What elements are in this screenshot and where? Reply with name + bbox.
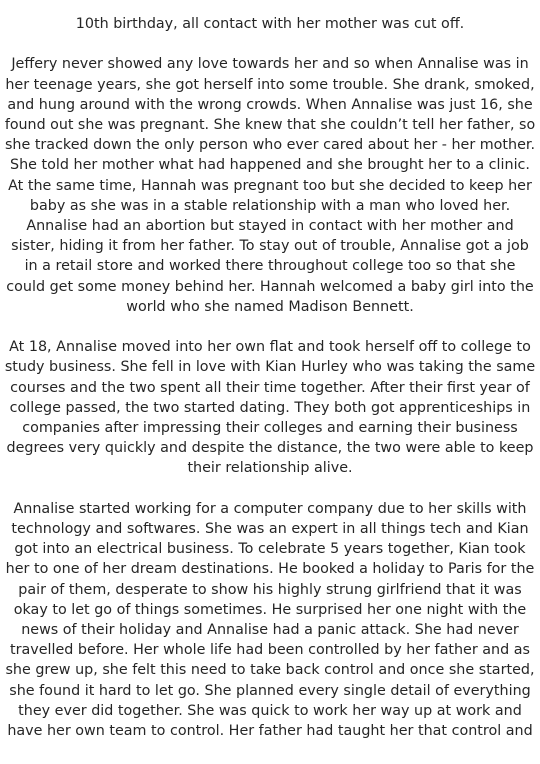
text-line: Annalise had an abortion but stayed in contact with her mother and <box>26 218 514 234</box>
text-line: 10th birthday, all contact with her mother was cut off. <box>75 16 465 32</box>
text-line: At the same time, Hannah was pregnant too but she decided to keep her <box>8 177 532 194</box>
text-line: Annalise started working for a computer company due to her skills with <box>13 500 527 517</box>
text-line: could get some money behind her. Hannah welcomed a baby girl into the <box>6 278 534 295</box>
text-line: sister, hiding it from her father. To stay out of trouble, Annalise got a job <box>11 238 529 255</box>
text-line: their relationship alive. <box>187 460 353 477</box>
text-line: world who she named Madison Bennett. <box>126 298 414 315</box>
text-line: pair of them, desperate to show his highly strung girlfriend that it was <box>18 581 522 598</box>
text-line: okay to let go of things sometimes. He surprised her one night with the <box>13 601 527 618</box>
text-line: news of their holiday and Annalise had a panic attack. She had never <box>21 622 519 638</box>
text-line: she grew up, she felt this need to take back control and once she started, <box>5 662 535 679</box>
text-line: in a retail store and worked there throughout college too so that she <box>24 258 516 275</box>
text-line: degrees very quickly and despite the distance, the two were able to keep <box>6 440 534 457</box>
text-line: have her own team to control. Her father had taught her that control and <box>7 723 533 739</box>
text-line: they ever did together. She was quick to work her way up at work and <box>18 702 522 719</box>
text-line: study business. She fell in love with Kian Hurley who was taking the same <box>4 359 536 376</box>
text-line: travelled before. Her whole life had been controlled by her father and as <box>10 642 530 659</box>
text-line: found out she was pregnant. She knew that she couldn’t tell her father, so <box>4 117 536 133</box>
text-line: At 18, Annalise moved into her own flat and took herself off to college to <box>9 339 531 356</box>
text-line: technology and softwares. She was an expert in all things tech and Kian <box>11 521 529 537</box>
text-line: college passed, the two started dating. They both got apprenticeships in <box>9 399 531 416</box>
text-line: she tracked down the only person who ever cared about her - her mother. <box>4 137 536 154</box>
text-line: baby as she was in a stable relationship with a man who loved her. <box>29 197 511 214</box>
text-line: companies after impressing their colleges and earning their business <box>22 420 518 436</box>
text-line: Jeffery never showed any love towards her and so when Annalise was in <box>11 56 529 73</box>
text-line: her teenage years, she got herself into some trouble. She drank, smoked, <box>5 76 535 93</box>
text-line: got into an electrical business. To celebrate 5 years together, Kian took <box>14 541 526 558</box>
text-line: courses and the two spent all their time together. After their first year of <box>10 379 530 396</box>
text-line: she found it hard to let go. She planned every single detail of everything <box>9 682 531 699</box>
text-line: She told her mother what had happened and she brought her to a clinic. <box>10 157 530 174</box>
text-line: and hung around with the wrong crowds. When Annalise was just 16, she <box>7 96 533 113</box>
text-line: her to one of her dream destinations. He booked a holiday to Paris for the <box>5 561 535 578</box>
